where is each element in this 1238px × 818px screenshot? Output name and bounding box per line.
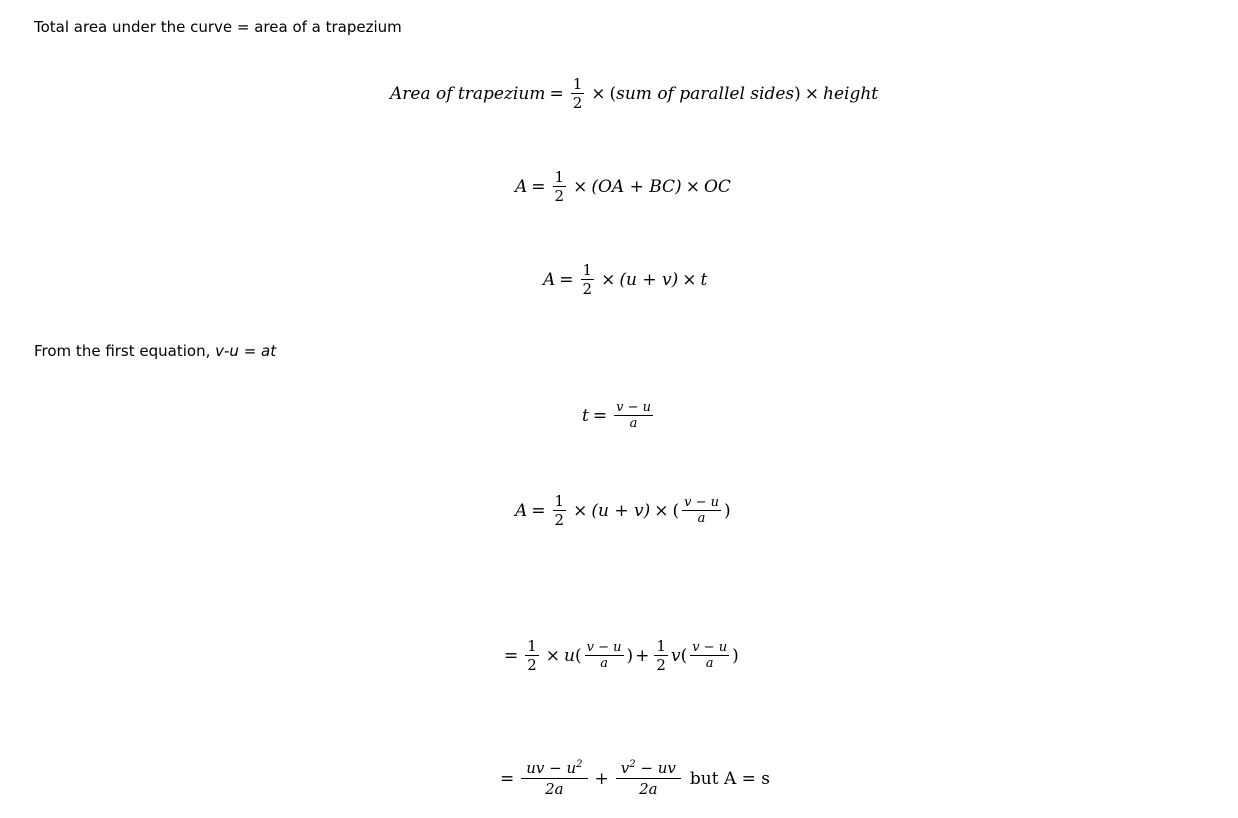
first-equation-math: v-u = at	[215, 342, 277, 360]
eq1-times2: ×	[804, 83, 820, 104]
eq1-frac-den: 2	[572, 94, 583, 112]
eq2-group: (OA + BC)	[591, 176, 682, 197]
eq7-tail: but A = s	[689, 768, 771, 789]
eq2-fraction: $\frac{1}{2}$	[554, 168, 565, 205]
equation-t: t = $\frac{v - u}{a}$	[582, 400, 651, 431]
eq1-middle: sum of parallel sides	[616, 83, 795, 104]
equation-area-of-trapezium: Area of trapezium = $\frac{1}{2}$ × ( sum of parallel sides ) × height	[390, 75, 879, 112]
eq2-lhs: A	[515, 176, 528, 197]
equation-area-oa-bc: A = $\frac{1}{2}$ × (OA + BC) × OC	[515, 168, 731, 205]
eq2-rhs: OC	[703, 176, 731, 197]
eq4-fraction: $\frac{v - u}{a}$	[616, 400, 651, 431]
eq1-times: ×	[591, 83, 606, 104]
equation-simplified: = $\frac{uv - u^2}{2a}$ + $\frac{v^2 - uv}{2a}$ but A = s	[500, 759, 771, 798]
eq1-equals: =	[549, 83, 564, 104]
equation-area-substituted: A = $\frac{1}{2}$ × (u + v) × ( $\frac{v - u}{a}$ )	[515, 492, 731, 529]
equation-area-u-v-t: A = $\frac{1}{2}$ × (u + v) × t	[543, 261, 708, 298]
eq1-fraction	[571, 75, 585, 112]
equation-expanded: = $\frac{1}{2}$ × u ( $\frac{v - u}{a}$ ) + $\frac{1}{2}$ v ( $\frac{v - u}{a}$ )	[504, 637, 739, 674]
eq1-lhs: Area of trapezium	[390, 83, 546, 104]
eq3-fraction: $\frac{1}{2}$	[582, 261, 593, 298]
intro-text: Total area under the curve = area of a trapezium	[34, 18, 402, 36]
first-equation-text: From the first equation, v-u = at	[34, 342, 277, 360]
eq2-equals: =	[531, 176, 546, 197]
eq1-rhs: height	[823, 83, 879, 104]
eq1-frac-num: 1	[572, 75, 583, 93]
